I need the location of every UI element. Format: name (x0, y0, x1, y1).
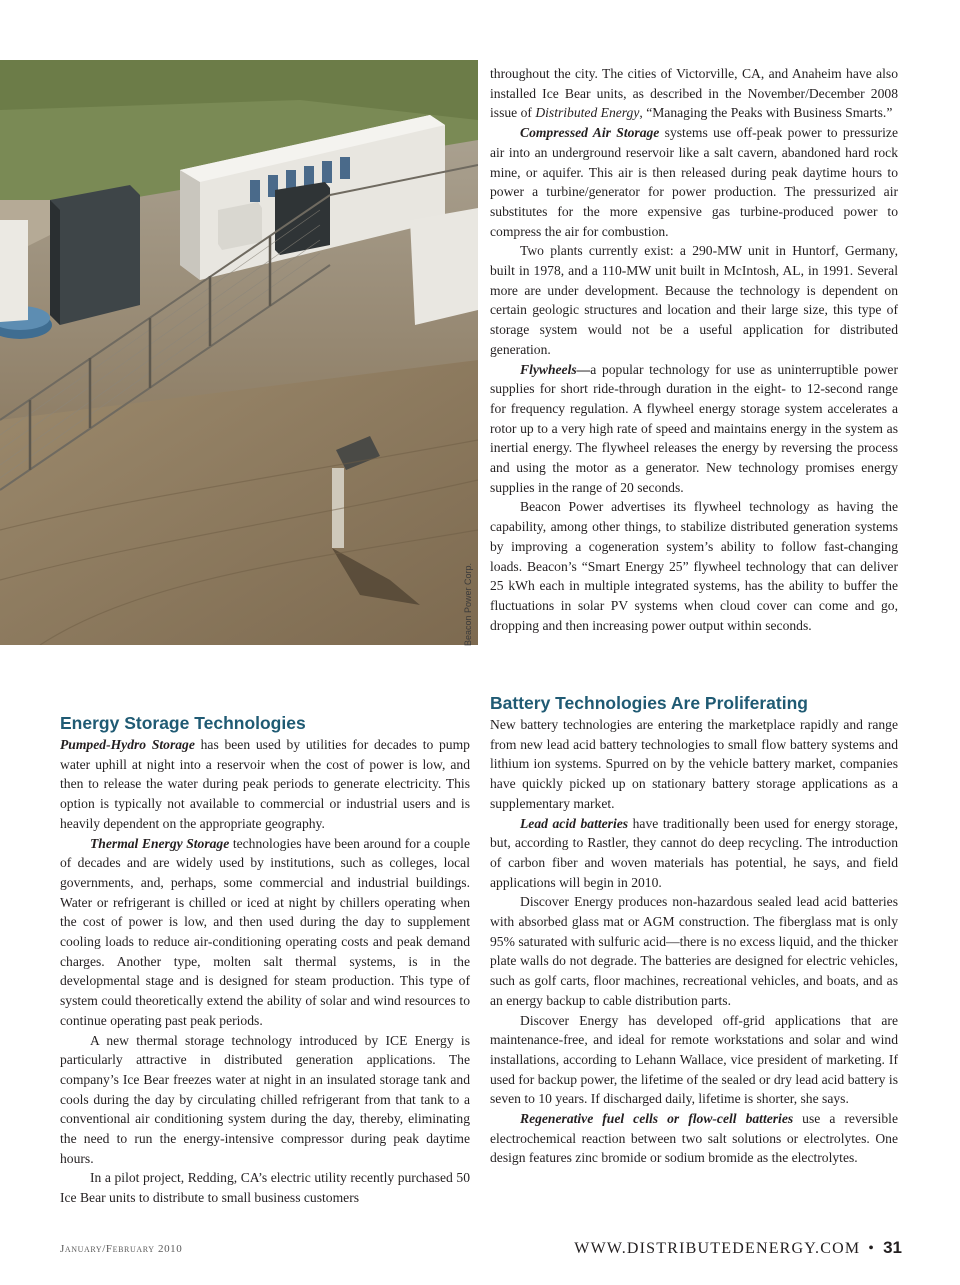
right-column-top (490, 64, 898, 635)
paragraph-pumped-hydro: Pumped-Hydro Storage has been used by utilities for decades to pump water uphill at night into a reservoir when the cost of power is low, and then to release the water during peak periods to generate electricity. This option is typically not available to commercial or industrial users and is heavily dependent on the appropriate geography. (60, 737, 470, 831)
paragraph-lead-acid: Lead acid batteries have traditionally been used for energy storage, but, according to Rastler, they cannot do deep recycling. The introduction of carbon fiber and woven materials has potential, he says, and field applications will begin in 2010. (490, 815, 898, 890)
paragraph: Beacon Power advertises its flywheel technology as having the capability, among other things, to stabilize distributed generation systems by improving a cogeneration system’s ability to follow fast-changing loads. Beacon’s “Smart Energy 25” flywheel technology that can deliver 25 kWh each in multiple integrated systems, has the ability to buffer the fluctuations in solar PV systems when cloud cover can come and go, dropping and then increasing power output within seconds. (490, 499, 898, 633)
paragraph: throughout the city. The cities of Victorville, CA, and Anaheim have also installed Ice Bear units, as described in the November/December 2008 issue of Distributed Energy, “Managing the Peaks with Business Smarts.” (490, 66, 898, 121)
photo-credit: Beacon Power Corp. (463, 562, 473, 646)
paragraph: Two plants currently exist: a 290-MW unit in Huntorf, Germany, built in 1978, and a 110-MW unit built in McIntosh, AL, in 1991. Several more are under development. Because the technology is dependent on certain geologic structures and location and their large size, this type of storage system would not be a useful application for distributed generation. (490, 243, 898, 357)
paragraph: A new thermal storage technology introduced by ICE Energy is particularly attractive in distributed generation applications. The company’s Ice Bear freezes water at night in an insulated storage tank and cools during the day by circulating chilled refrigerant from that tank to a conventional air conditioning system during the day, thereby, eliminating the need to run the energy-intensive compressor during peak daytime hours. (60, 1032, 470, 1166)
section-heading: Energy Storage Technologies (60, 713, 306, 733)
website-link[interactable]: WWW.DISTRIBUTEDENERGY.COM (574, 1240, 861, 1257)
article-photo (0, 60, 478, 645)
paragraph-thermal: Thermal Energy Storage technologies have been around for a couple of decades and are widely used by institutions, such as colleges, local governments, and, perhaps, some commercial and industrial buildings. Water or refrigerant is chilled or iced at night by chillers operating when the cost of power is low, and then used during the day to supplement cooling loads to reduce air-conditioning operating costs and peak demand charges. Another type, molten salt thermal systems, is in the developmental stage and is designed for steam production. This type of system could theoretically extend the ability of solar and wind resources to continue operating past peak periods. (60, 835, 470, 1028)
paragraph-flow-cell: Regenerative fuel cells or flow-cell batteries use a reversible electrochemical reaction between two salt solutions or electrolytes. One design features zinc bromide or sodium bromide as the electrolytes. (490, 1111, 898, 1166)
section-heading: Battery Technologies Are Proliferating (490, 693, 808, 713)
page-number: 31 (883, 1238, 902, 1257)
paragraph: New battery technologies are entering the marketplace rapidly and range from new lead acid battery technologies to small flow battery systems and lithium ion systems. Spurred on by the vehicle battery market, companies have quickly picked up on stationary battery storage applications as a supplementary market. (490, 717, 898, 811)
paragraph: Discover Energy has developed off-grid applications that are maintenance-free, and ideal for remote workstations and solar and wind installations, according to Lehann Wallace, vice president of marketing. If used for backup power, the lifetime of the sealed or dry lead acid battery is seven to 10 years. If discharged daily, lifetime is shorter, she says. (490, 1012, 898, 1107)
right-column-bottom (490, 692, 898, 1168)
paragraph: In a pilot project, Redding, CA’s electric utility recently purchased 50 Ice Bear units to distribute to small business customers (60, 1170, 470, 1206)
footer-right (574, 1238, 902, 1258)
photo-illustration (0, 60, 478, 645)
paragraph: Discover Energy produces non-hazardous sealed lead acid batteries with absorbed glass mat or AGM construction. The fiberglass mat is only 95% saturated with sulfuric acid—there is no excess liquid, and the thicker plate walls do not degrade. The batteries are designed for electric vehicles, such as golf carts, floor machines, recreational vehicles, and boats, and as an energy backup to cable distribution parts. (490, 894, 898, 1008)
paragraph-compressed-air: Compressed Air Storage systems use off-peak power to pressurize air into an underground reservoir like a salt cavern, abandoned hard rock mine, or aquifer. This air is then released during peak daytime hours to power a turbine/generator for power production. The pressurized air substitutes for the more expensive gas turbine-produced power to compress the air for combustion. (490, 125, 898, 239)
issue-date: January/February 2010 (60, 1243, 183, 1255)
left-column (60, 712, 470, 1208)
paragraph-flywheels: Flywheels—a popular technology for use as uninterruptible power supplies for short ride-through duration in the eight- to 12-second range for frequency regulation. A flywheel energy storage system accelerates a rotor up to a very high rate of speed and maintains energy in the system as inertial energy. The flywheel releases the energy by reversing the process and using the motor as a generator. New technology promises energy supplies in the range of 20 seconds. (490, 361, 898, 495)
bullet-separator: • (868, 1240, 876, 1257)
